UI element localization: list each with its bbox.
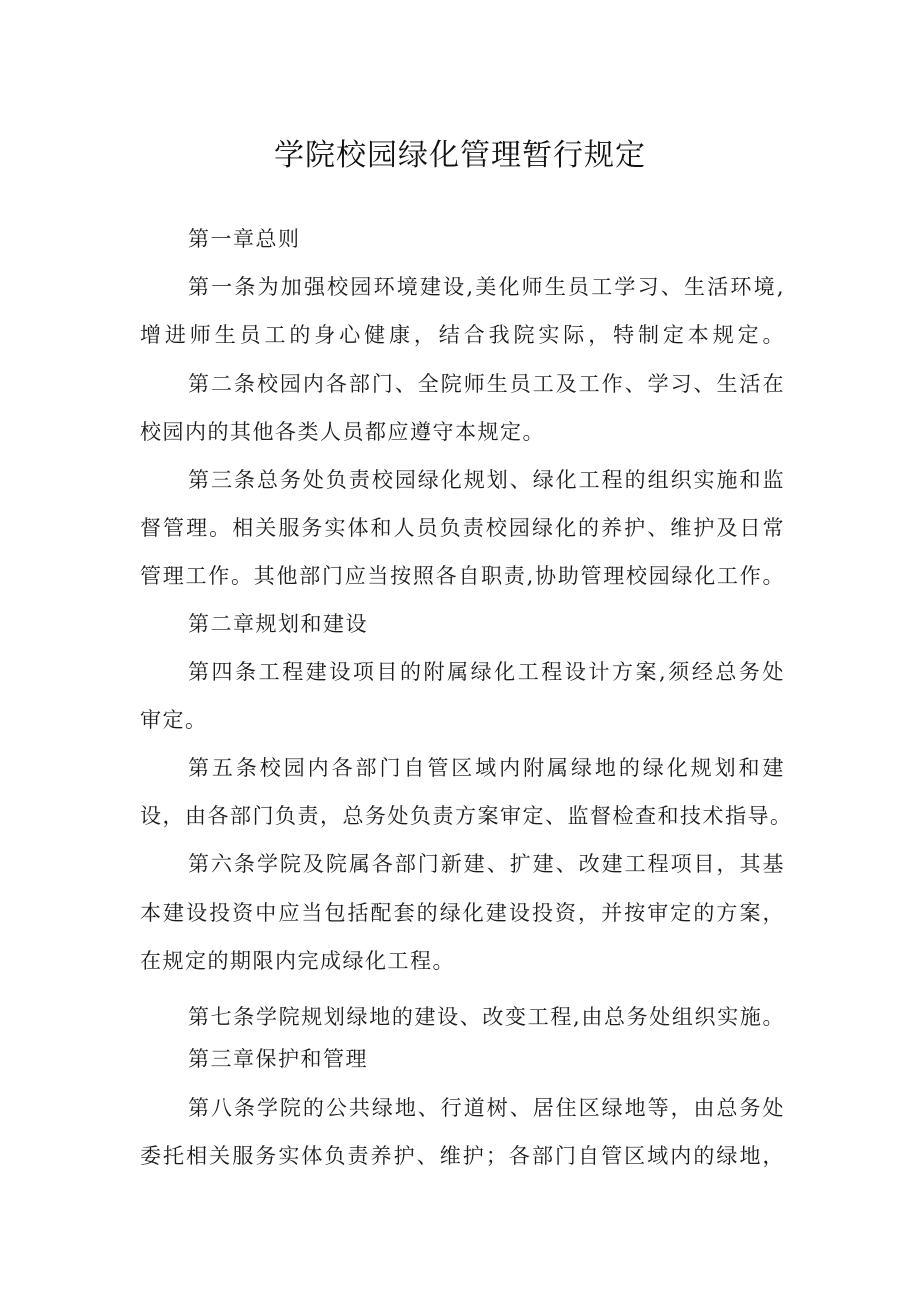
paragraph-line: 在规定的期限内完成绿化工程。 <box>140 949 455 973</box>
paragraph-line: 第八条学院的公共绿地、行道树、居住区绿地等，由总务处 <box>188 1096 785 1120</box>
paragraph-line: 管理工作。其他部门应当按照各自职责,协助管理校园绿化工作。 <box>140 564 785 588</box>
paragraph-line: 本建设投资中应当包括配套的绿化建设投资，并按审定的方案， <box>140 901 785 925</box>
chapter-heading: 第三章保护和管理 <box>188 1047 368 1071</box>
paragraph-line: 督管理。相关服务实体和人员负责校园绿化的养护、维护及日常 <box>140 516 785 540</box>
paragraph-line: 第五条校园内各部门自管区域内附属绿地的绿化规划和建 <box>188 756 785 780</box>
paragraph-line: 设，由各部门负责，总务处负责方案审定、监督检查和技术指导。 <box>140 804 793 828</box>
paragraph-line: 增进师生员工的身心健康，结合我院实际，特制定本规定。 <box>140 323 785 347</box>
chapter-heading: 第二章规划和建设 <box>188 612 368 636</box>
paragraph-line: 第二条校园内各部门、全院师生员工及工作、学习、生活在 <box>188 372 785 396</box>
paragraph-line: 第四条工程建设项目的附属绿化工程设计方案,须经总务处 <box>188 660 785 684</box>
paragraph-line: 校园内的其他各类人员都应遵守本规定。 <box>140 420 545 444</box>
chapter-heading: 第一章总则 <box>188 227 301 251</box>
paragraph-line: 第六条学院及院属各部门新建、扩建、改建工程项目，其基 <box>188 852 785 876</box>
paragraph-line: 第七条学院规划绿地的建设、改变工程,由总务处组织实施。 <box>188 1005 785 1029</box>
paragraph-line: 审定。 <box>140 708 208 732</box>
paragraph-line: 第三条总务处负责校园绿化规划、绿化工程的组织实施和监 <box>188 468 785 492</box>
document-title: 学院校园绿化管理暂行规定 <box>274 138 646 173</box>
paragraph-line: 第一条为加强校园环境建设,美化师生员工学习、生活环境, <box>188 275 785 299</box>
paragraph-line: 委托相关服务实体负责养护、维护；各部门自管区域内的绿地， <box>140 1144 785 1168</box>
